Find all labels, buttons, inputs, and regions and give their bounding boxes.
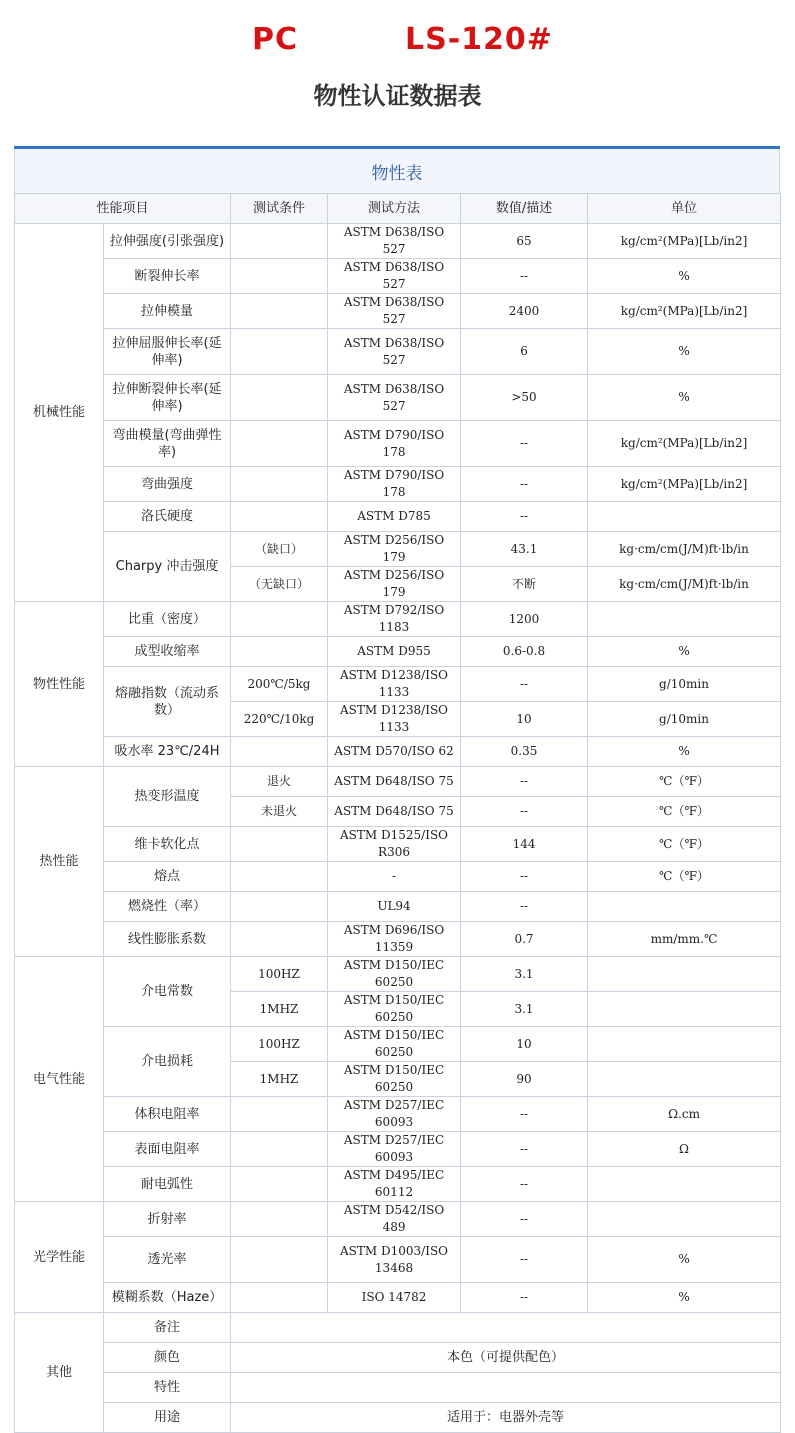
table-row bbox=[15, 1097, 781, 1132]
property-unit: % bbox=[588, 1283, 781, 1313]
property-value: 不断 bbox=[461, 567, 588, 602]
property-unit: kg·cm/cm(J/M)ft·lb/in bbox=[588, 532, 781, 567]
property-value: 2400 bbox=[461, 294, 588, 329]
table-row bbox=[15, 1373, 781, 1403]
property-value: -- bbox=[461, 797, 588, 827]
property-unit: % bbox=[588, 1237, 781, 1283]
test-method: - bbox=[328, 862, 461, 892]
col-header-unit: 单位 bbox=[588, 194, 781, 224]
property-unit: Ω bbox=[588, 1132, 781, 1167]
property-name: 体积电阻率 bbox=[104, 1097, 231, 1132]
property-unit bbox=[588, 957, 781, 992]
note-value: 适用于：电器外壳等 bbox=[231, 1403, 781, 1433]
test-method: ASTM D1238/ISO 1133 bbox=[328, 702, 461, 737]
test-condition bbox=[231, 637, 328, 667]
test-method: ISO 14782 bbox=[328, 1283, 461, 1313]
property-unit: ℃（℉） bbox=[588, 767, 781, 797]
property-unit: ℃（℉） bbox=[588, 797, 781, 827]
test-condition bbox=[231, 1202, 328, 1237]
property-unit bbox=[588, 502, 781, 532]
property-value: -- bbox=[461, 1132, 588, 1167]
test-condition: 1MHZ bbox=[231, 992, 328, 1027]
property-name: 线性膨胀系数 bbox=[104, 922, 231, 957]
property-value: -- bbox=[461, 1167, 588, 1202]
property-name: 成型收缩率 bbox=[104, 637, 231, 667]
property-name: 透光率 bbox=[104, 1237, 231, 1283]
test-method: ASTM D542/ISO 489 bbox=[328, 1202, 461, 1237]
test-condition bbox=[231, 862, 328, 892]
col-header-condition: 测试条件 bbox=[231, 194, 328, 224]
test-condition bbox=[231, 502, 328, 532]
test-condition bbox=[231, 294, 328, 329]
test-condition bbox=[231, 1097, 328, 1132]
test-condition: 未退火 bbox=[231, 797, 328, 827]
test-method: UL94 bbox=[328, 892, 461, 922]
property-name: 颜色 bbox=[104, 1343, 231, 1373]
property-value: 65 bbox=[461, 224, 588, 259]
property-value: -- bbox=[461, 667, 588, 702]
table-row bbox=[15, 862, 781, 892]
test-condition bbox=[231, 467, 328, 502]
note-value bbox=[231, 1313, 781, 1343]
property-name: 介电损耗 bbox=[104, 1027, 231, 1097]
property-name: 吸水率 23℃/24H bbox=[104, 737, 231, 767]
property-value: 144 bbox=[461, 827, 588, 862]
property-name: 模糊系数（Haze） bbox=[104, 1283, 231, 1313]
test-method: ASTM D1525/ISO R306 bbox=[328, 827, 461, 862]
property-name: 拉伸屈服伸长率(延伸率) bbox=[104, 329, 231, 375]
test-method: ASTM D696/ISO 11359 bbox=[328, 922, 461, 957]
property-name: 表面电阻率 bbox=[104, 1132, 231, 1167]
table-row bbox=[15, 1403, 781, 1433]
property-sheet bbox=[14, 146, 780, 1433]
test-method: ASTM D790/ISO 178 bbox=[328, 467, 461, 502]
test-condition bbox=[231, 1237, 328, 1283]
test-condition bbox=[231, 602, 328, 637]
test-method: ASTM D257/IEC 60093 bbox=[328, 1097, 461, 1132]
property-name: 特性 bbox=[104, 1373, 231, 1403]
test-condition bbox=[231, 737, 328, 767]
test-method: ASTM D638/ISO 527 bbox=[328, 294, 461, 329]
group-physical: 物性性能 bbox=[15, 602, 104, 767]
property-value: -- bbox=[461, 862, 588, 892]
property-value: >50 bbox=[461, 375, 588, 421]
test-condition: 退火 bbox=[231, 767, 328, 797]
property-name: 维卡软化点 bbox=[104, 827, 231, 862]
property-value: 90 bbox=[461, 1062, 588, 1097]
test-method: ASTM D495/IEC 60112 bbox=[328, 1167, 461, 1202]
test-method: ASTM D790/ISO 178 bbox=[328, 421, 461, 467]
property-unit: ℃（℉） bbox=[588, 827, 781, 862]
property-value: -- bbox=[461, 502, 588, 532]
property-value: 10 bbox=[461, 1027, 588, 1062]
col-header-value: 数值/描述 bbox=[461, 194, 588, 224]
property-name: 介电常数 bbox=[104, 957, 231, 1027]
property-value: -- bbox=[461, 1097, 588, 1132]
property-value: 6 bbox=[461, 329, 588, 375]
table-row bbox=[15, 502, 781, 532]
property-name: 弯曲强度 bbox=[104, 467, 231, 502]
test-method: ASTM D256/ISO 179 bbox=[328, 532, 461, 567]
test-condition bbox=[231, 375, 328, 421]
property-name: 用途 bbox=[104, 1403, 231, 1433]
property-unit: % bbox=[588, 375, 781, 421]
property-name: 热变形温度 bbox=[104, 767, 231, 827]
property-unit bbox=[588, 992, 781, 1027]
table-row bbox=[15, 637, 781, 667]
table-row bbox=[15, 294, 781, 329]
test-condition: 200℃/5kg bbox=[231, 667, 328, 702]
test-method: ASTM D792/ISO 1183 bbox=[328, 602, 461, 637]
property-unit bbox=[588, 1167, 781, 1202]
table-row bbox=[15, 1132, 781, 1167]
property-value: -- bbox=[461, 1237, 588, 1283]
table-row bbox=[15, 421, 781, 467]
property-value: 3.1 bbox=[461, 992, 588, 1027]
col-header-item: 性能项目 bbox=[15, 194, 231, 224]
property-unit: kg·cm/cm(J/M)ft·lb/in bbox=[588, 567, 781, 602]
test-condition bbox=[231, 259, 328, 294]
property-unit: g/10min bbox=[588, 702, 781, 737]
test-method: ASTM D150/IEC 60250 bbox=[328, 1027, 461, 1062]
test-condition bbox=[231, 1167, 328, 1202]
property-value: -- bbox=[461, 767, 588, 797]
test-condition bbox=[231, 922, 328, 957]
test-method: ASTM D257/IEC 60093 bbox=[328, 1132, 461, 1167]
test-condition bbox=[231, 421, 328, 467]
test-condition bbox=[231, 892, 328, 922]
document-title bbox=[0, 22, 795, 58]
table-row bbox=[15, 375, 781, 421]
property-value: 1200 bbox=[461, 602, 588, 637]
table-row bbox=[15, 892, 781, 922]
property-unit: Ω.cm bbox=[588, 1097, 781, 1132]
property-value: -- bbox=[461, 467, 588, 502]
test-condition: （无缺口） bbox=[231, 567, 328, 602]
property-value: 0.7 bbox=[461, 922, 588, 957]
group-mechanical: 机械性能 bbox=[15, 224, 104, 602]
note-value bbox=[231, 1373, 781, 1403]
property-value: -- bbox=[461, 892, 588, 922]
property-name: 比重（密度） bbox=[104, 602, 231, 637]
property-unit: mm/mm.℃ bbox=[588, 922, 781, 957]
group-thermal: 热性能 bbox=[15, 767, 104, 957]
property-name: 折射率 bbox=[104, 1202, 231, 1237]
note-value: 本色（可提供配色） bbox=[231, 1343, 781, 1373]
table-row bbox=[15, 1283, 781, 1313]
test-method: ASTM D638/ISO 527 bbox=[328, 375, 461, 421]
test-method: ASTM D785 bbox=[328, 502, 461, 532]
test-method: ASTM D1003/ISO 13468 bbox=[328, 1237, 461, 1283]
table-row bbox=[15, 667, 781, 702]
property-unit: kg/cm²(MPa)[Lb/in2] bbox=[588, 421, 781, 467]
test-condition: 100HZ bbox=[231, 957, 328, 992]
property-unit bbox=[588, 1062, 781, 1097]
test-method: ASTM D648/ISO 75 bbox=[328, 797, 461, 827]
property-value: -- bbox=[461, 421, 588, 467]
property-unit: % bbox=[588, 259, 781, 294]
test-condition bbox=[231, 224, 328, 259]
property-unit: % bbox=[588, 637, 781, 667]
test-method: ASTM D638/ISO 527 bbox=[328, 259, 461, 294]
property-name: 断裂伸长率 bbox=[104, 259, 231, 294]
property-unit bbox=[588, 602, 781, 637]
table-row bbox=[15, 1313, 781, 1343]
table-row bbox=[15, 1167, 781, 1202]
table-row bbox=[15, 329, 781, 375]
test-condition: （缺口） bbox=[231, 532, 328, 567]
property-unit: kg/cm²(MPa)[Lb/in2] bbox=[588, 224, 781, 259]
property-unit: % bbox=[588, 737, 781, 767]
property-value: 3.1 bbox=[461, 957, 588, 992]
property-value: -- bbox=[461, 259, 588, 294]
group-optical: 光学性能 bbox=[15, 1202, 104, 1313]
property-name: 燃烧性（率） bbox=[104, 892, 231, 922]
table-row bbox=[15, 532, 781, 567]
test-condition bbox=[231, 329, 328, 375]
property-unit bbox=[588, 1202, 781, 1237]
col-header-method: 测试方法 bbox=[328, 194, 461, 224]
property-unit bbox=[588, 892, 781, 922]
table-row bbox=[15, 224, 781, 259]
test-method: ASTM D256/ISO 179 bbox=[328, 567, 461, 602]
table-row bbox=[15, 602, 781, 637]
property-value: -- bbox=[461, 1202, 588, 1237]
test-method: ASTM D150/IEC 60250 bbox=[328, 957, 461, 992]
property-name: 耐电弧性 bbox=[104, 1167, 231, 1202]
property-name: 熔融指数（流动系数） bbox=[104, 667, 231, 737]
table-row bbox=[15, 1202, 781, 1237]
test-condition bbox=[231, 1283, 328, 1313]
table-title-band bbox=[14, 149, 780, 193]
test-method: ASTM D570/ISO 62 bbox=[328, 737, 461, 767]
property-value: 0.35 bbox=[461, 737, 588, 767]
test-method: ASTM D1238/ISO 1133 bbox=[328, 667, 461, 702]
table-row bbox=[15, 1027, 781, 1062]
test-method: ASTM D150/IEC 60250 bbox=[328, 992, 461, 1027]
property-name: Charpy 冲击强度 bbox=[104, 532, 231, 602]
property-name: 拉伸强度(引张强度) bbox=[104, 224, 231, 259]
test-condition: 100HZ bbox=[231, 1027, 328, 1062]
property-unit: % bbox=[588, 329, 781, 375]
property-table bbox=[14, 193, 781, 1433]
product-name: PC bbox=[252, 22, 299, 57]
property-unit: g/10min bbox=[588, 667, 781, 702]
table-row bbox=[15, 957, 781, 992]
test-condition: 220℃/10kg bbox=[231, 702, 328, 737]
property-unit: kg/cm²(MPa)[Lb/in2] bbox=[588, 294, 781, 329]
table-row bbox=[15, 827, 781, 862]
table-header-row bbox=[15, 194, 781, 224]
group-electrical: 电气性能 bbox=[15, 957, 104, 1202]
table-row bbox=[15, 1343, 781, 1373]
test-condition bbox=[231, 827, 328, 862]
test-condition bbox=[231, 1132, 328, 1167]
property-value: -- bbox=[461, 1283, 588, 1313]
property-value: 10 bbox=[461, 702, 588, 737]
product-grade: LS-120# bbox=[405, 22, 553, 57]
document-subtitle: 物性认证数据表 bbox=[313, 82, 482, 110]
test-method: ASTM D638/ISO 527 bbox=[328, 224, 461, 259]
property-name: 弯曲模量(弯曲弹性率) bbox=[104, 421, 231, 467]
property-value: 0.6-0.8 bbox=[461, 637, 588, 667]
test-method: ASTM D638/ISO 527 bbox=[328, 329, 461, 375]
property-unit: kg/cm²(MPa)[Lb/in2] bbox=[588, 467, 781, 502]
property-value: 43.1 bbox=[461, 532, 588, 567]
test-condition: 1MHZ bbox=[231, 1062, 328, 1097]
property-name: 拉伸模量 bbox=[104, 294, 231, 329]
table-row bbox=[15, 922, 781, 957]
test-method: ASTM D150/IEC 60250 bbox=[328, 1062, 461, 1097]
table-title: 物性表 bbox=[371, 163, 423, 184]
table-row bbox=[15, 259, 781, 294]
property-name: 熔点 bbox=[104, 862, 231, 892]
property-name: 洛氏硬度 bbox=[104, 502, 231, 532]
property-unit bbox=[588, 1027, 781, 1062]
property-name: 备注 bbox=[104, 1313, 231, 1343]
group-other: 其他 bbox=[15, 1313, 104, 1433]
property-name: 拉伸断裂伸长率(延伸率) bbox=[104, 375, 231, 421]
table-row bbox=[15, 737, 781, 767]
test-method: ASTM D955 bbox=[328, 637, 461, 667]
table-row bbox=[15, 767, 781, 797]
test-method: ASTM D648/ISO 75 bbox=[328, 767, 461, 797]
table-row bbox=[15, 467, 781, 502]
table-row bbox=[15, 1237, 781, 1283]
property-unit: ℃（℉） bbox=[588, 862, 781, 892]
